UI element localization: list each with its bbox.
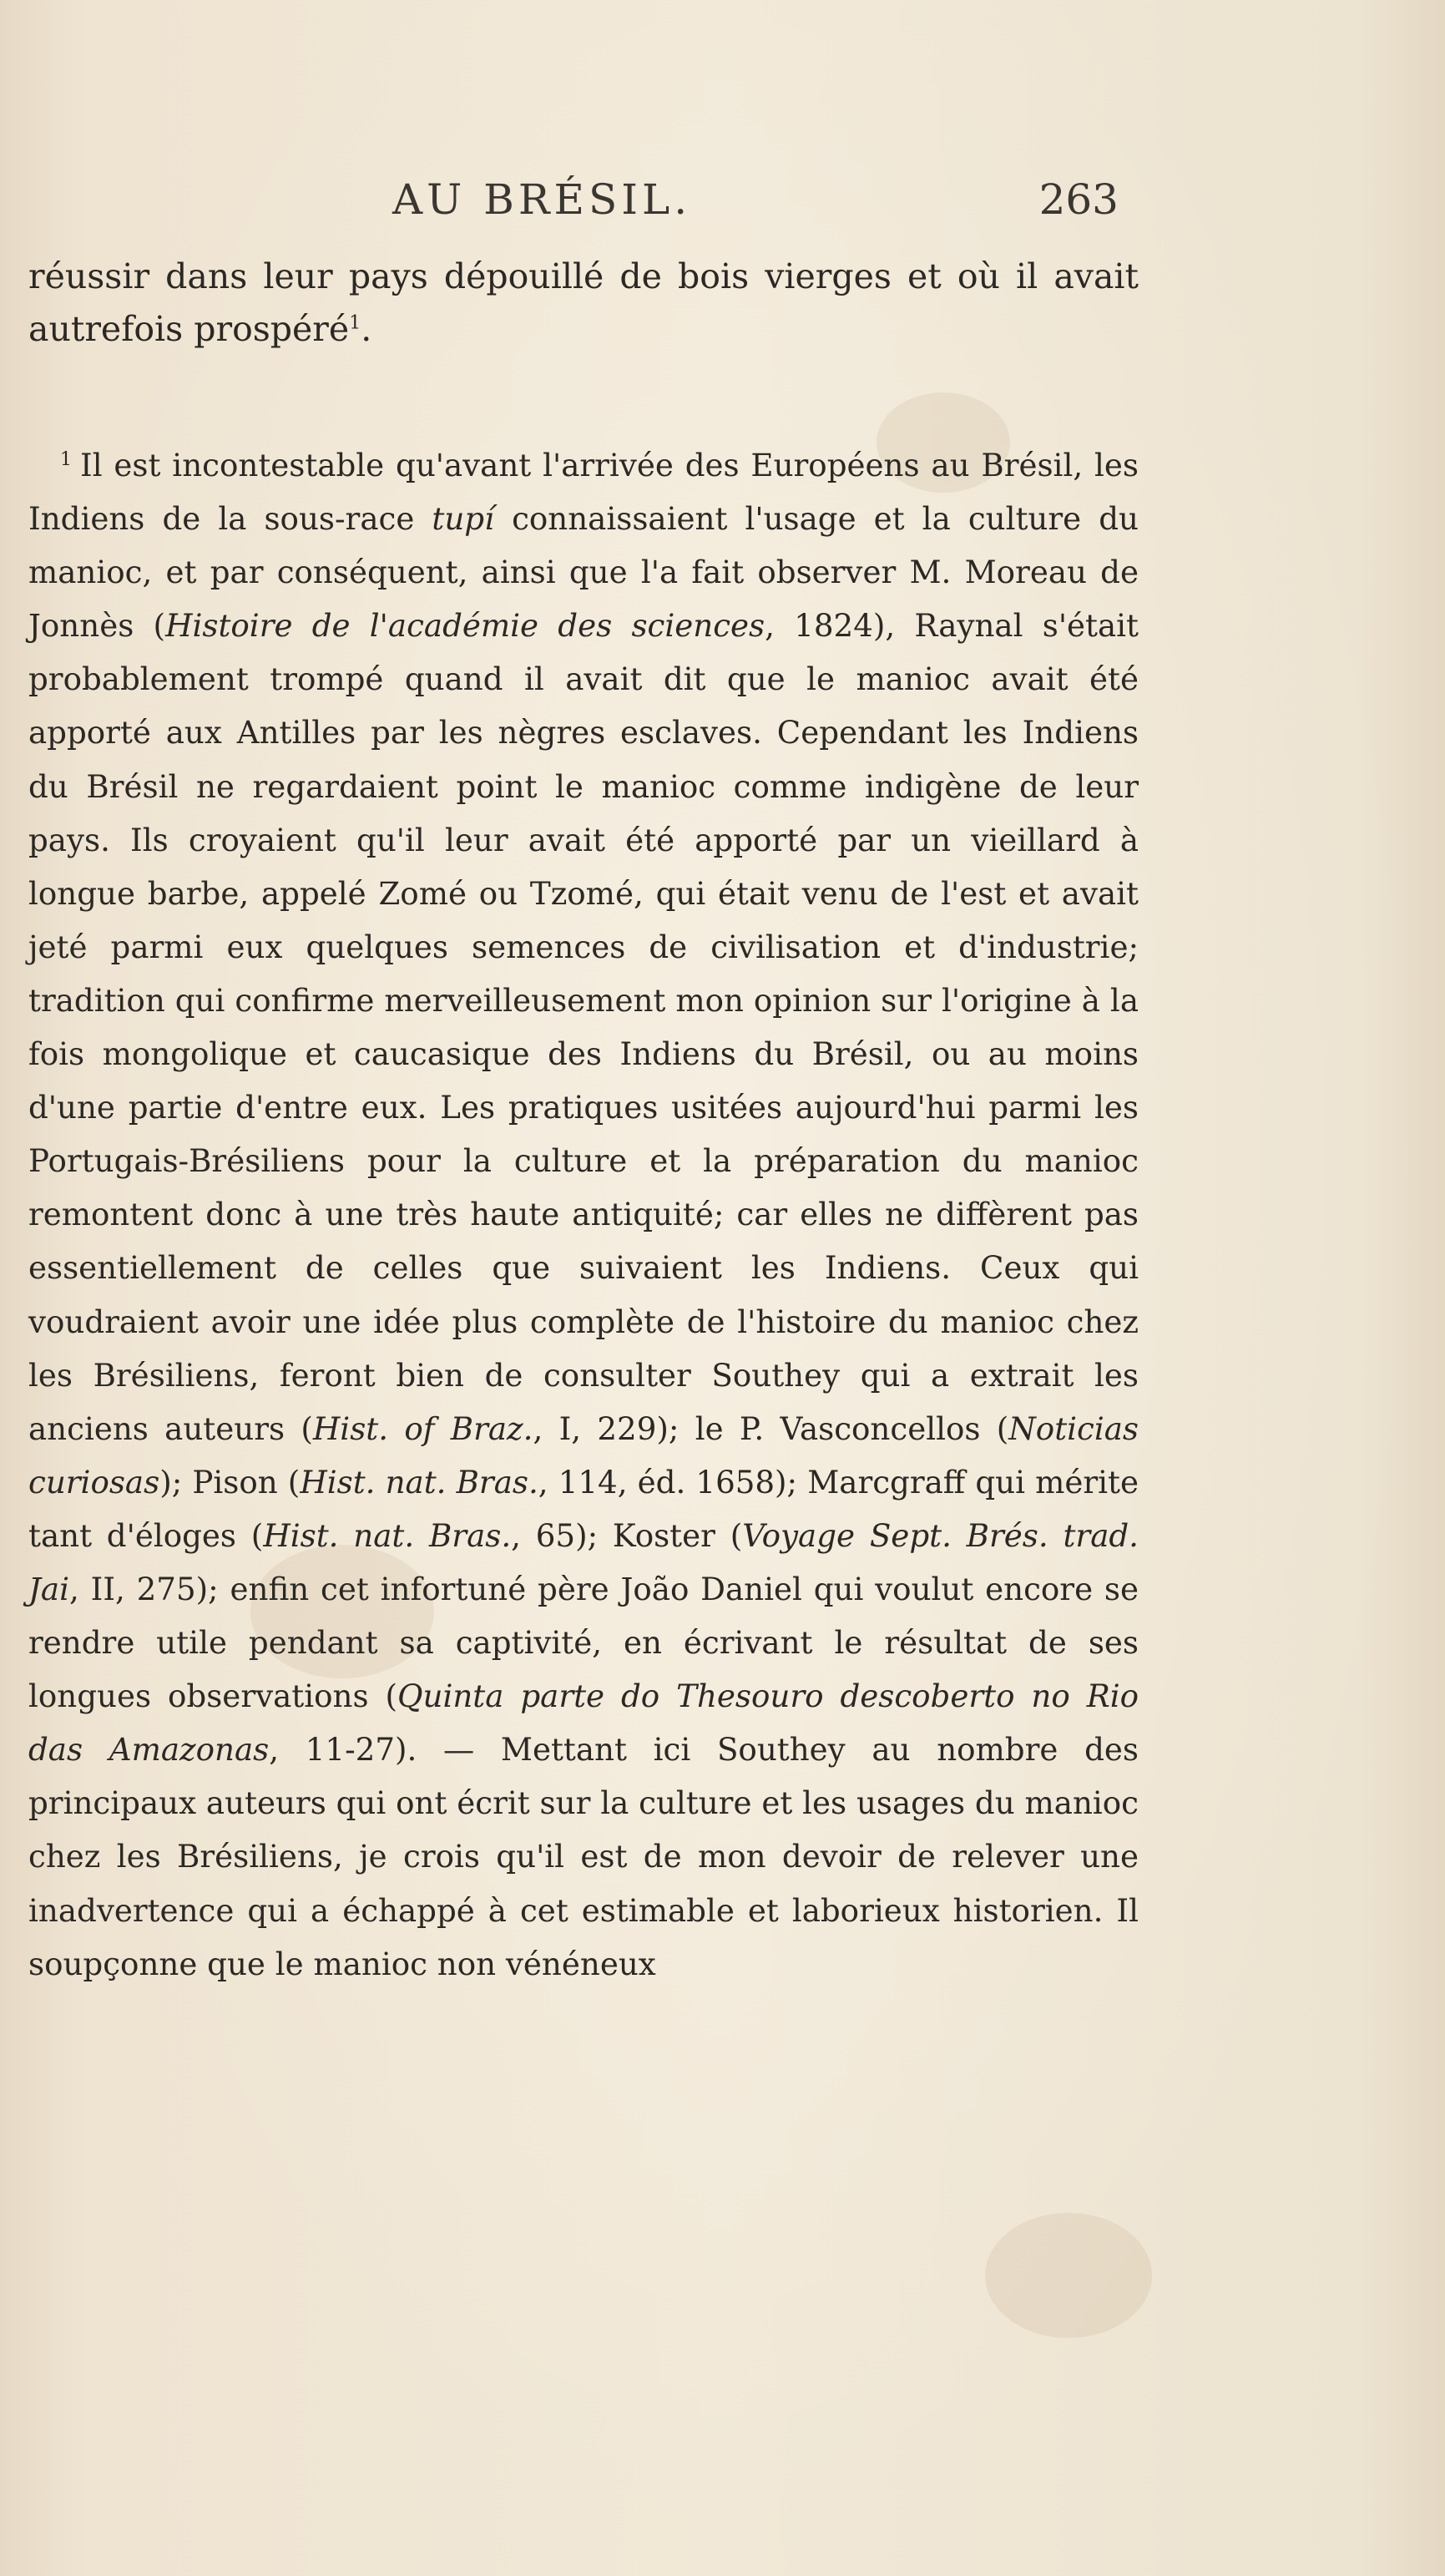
footnote-text: , 114, éd. 1658); Marcgraff qui mérite tant d'éloges ( <box>28 1463 1139 1554</box>
footnote-text: connaissaient l'usage et la culture du manioc, et par conséquent, ainsi que l'a fait observer M. Moreau de Jonnès ( <box>28 500 1139 645</box>
footnote-italic: Quinta parte do Thesouro descoberto no Rio das Amazonas <box>28 1678 1139 1769</box>
main-text-end: . <box>361 309 372 349</box>
footnote-reference: 1 <box>349 312 361 334</box>
footnote-italic: Hist. nat. Bras. <box>300 1463 538 1501</box>
footnote-mark: 1 <box>60 448 72 470</box>
footnote-italic: Hist. of Braz. <box>312 1409 533 1447</box>
paper-stain <box>985 2213 1152 2338</box>
footnote-italic: Histoire de l'académie des sciences <box>165 607 765 645</box>
footnote-text: , I, 229); le P. Vasconcellos ( <box>533 1409 1009 1447</box>
footnote-italic: tupí <box>432 500 494 538</box>
footnote-text: , 65); Koster ( <box>511 1516 743 1554</box>
running-title: AU BRÉSIL. <box>392 175 692 224</box>
footnote-text: , 1824), Raynal s'était probablement trompé quand il avait dit que le manioc avait été apporté aux Antilles par les nègres esclaves. Cependant les Indiens du Brésil ne regardaient point le manioc comme indigène de leur pays. Ils croyaient qu'il leur avait été apporté par un vieillard à longue barbe, appelé Zomé ou Tzomé, qui était venu de l'est et avait jeté parmi eux quelques semences de civilisation et d'industrie; tradition qui confirme merveilleusement mon opinion sur l'origine à la fois mongolique et caucasique des Indiens du Brésil, ou au moins d'une partie d'entre eux. Les pratiques usitées aujourd'hui parmi les Portugais-Brésiliens pour la culture et la préparation du manioc remontent donc à une très haute antiquité; car elles ne diffèrent pas essentiellement de celles que suivaient les Indiens. Ceux qui voudraient avoir une idée plus complète de l'histoire du manioc chez les Brésiliens, feront bien de consulter Southey qui a extrait les anciens auteurs ( <box>28 607 1139 1447</box>
footnote-text: , II, 275); enfin cet infortuné père João Daniel qui voulut encore se rendre utile pendant sa captivité, en écrivant le résultat de ses longues observations ( <box>28 1570 1139 1715</box>
footnote-italic: Voyage Sept. Brés. trad. Jai <box>28 1516 1139 1607</box>
page-number: 263 <box>1038 175 1119 224</box>
footnote-paragraph <box>28 438 1139 1991</box>
main-text <box>28 251 1139 356</box>
main-text-body: réussir dans leur pays dépouillé de bois vierges et où il avait autrefois prospéré <box>28 256 1139 349</box>
running-header <box>33 175 1119 234</box>
main-paragraph <box>28 251 1139 356</box>
footnote-text: Il est incontestable qu'avant l'arrivée des Européens au Brésil, les Indiens de la sous-race <box>28 447 1139 538</box>
footnote-text: , 11-27). — Mettant ici Southey au nombre des principaux auteurs qui ont écrit sur la culture et les usages du manioc chez les Brésiliens, je crois qu'il est de mon devoir de relever une inadvertence qui a échappé à cet estimable et laborieux historien. Il soupçonne que le manioc non vénéneux <box>28 1731 1139 1982</box>
footnote <box>28 438 1139 1991</box>
footnote-italic: Noticias curiosas <box>28 1409 1139 1501</box>
footnote-italic: Hist. nat. Bras. <box>263 1516 512 1554</box>
footnote-text: ); Pison ( <box>159 1463 301 1501</box>
